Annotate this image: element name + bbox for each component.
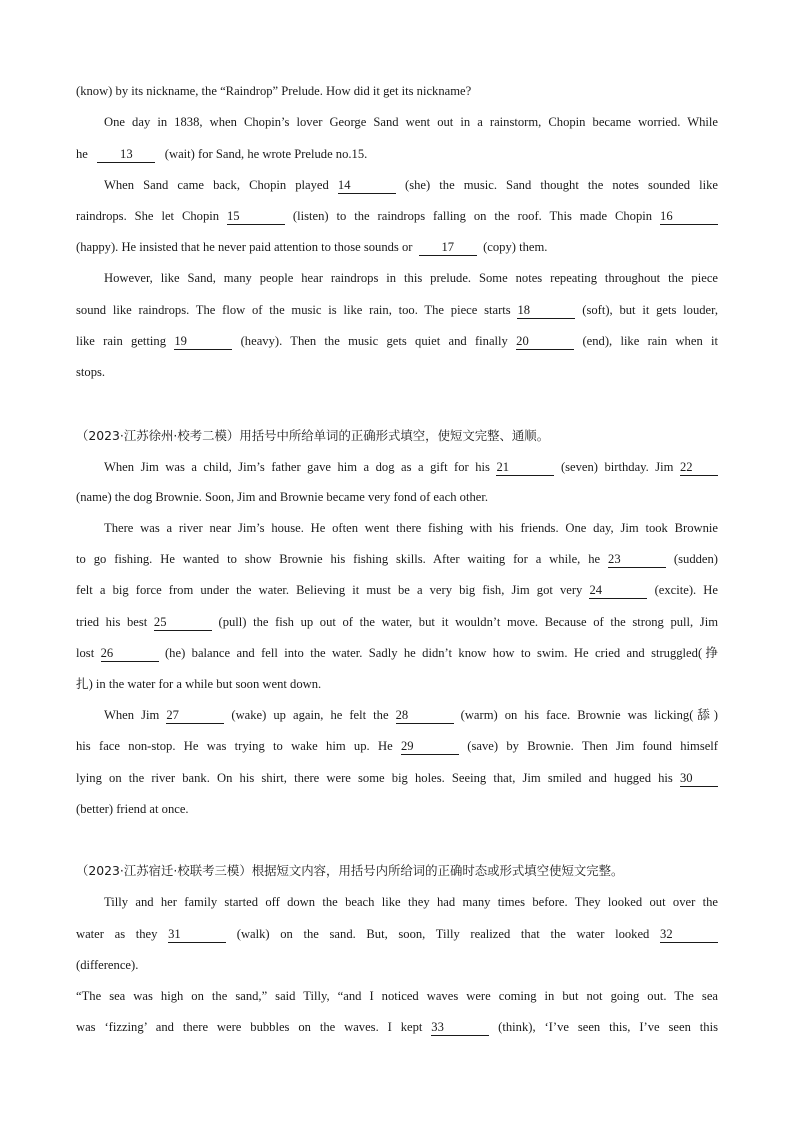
answer-blank[interactable]: 15 [227, 209, 285, 225]
text: (she) the music. Sand thought the notes sounded like [405, 178, 718, 192]
text: to go fishing. He wanted to show Brownie his fishing skills. After waiting for a while, he [76, 552, 601, 566]
passage-line [104, 175, 718, 195]
passage-line [76, 768, 718, 788]
text: (he) balance and fell into the water. Sadly he didn’t know how to swim. He cried and struggled(挣 [164, 646, 718, 660]
answer-blank[interactable]: 19 [174, 334, 232, 350]
passage-line [76, 955, 718, 975]
text: When Jim [104, 708, 160, 722]
passage-line [76, 674, 718, 694]
answer-blank[interactable]: 25 [154, 615, 212, 631]
passage-line [76, 487, 718, 507]
passage-line [76, 986, 718, 1006]
answer-blank[interactable]: 16 [660, 209, 718, 225]
answer-blank[interactable]: 31 [168, 927, 226, 943]
answer-blank[interactable]: 23 [608, 552, 666, 568]
text: When Jim was a child, Jim’s father gave him a dog as a gift for his [104, 460, 490, 474]
passage-line [76, 144, 718, 164]
text: (name) the dog Brownie. Soon, Jim and Brownie became very fond of each other. [76, 490, 488, 504]
answer-blank[interactable]: 20 [516, 334, 574, 350]
passage-line [104, 892, 718, 912]
text: (seven) birthday. Jim [560, 460, 674, 474]
text: (better) friend at once. [76, 802, 189, 816]
text: (walk) on the sand. But, soon, Tilly realized that the water looked [236, 927, 650, 941]
text: However, like Sand, many people hear raindrops in this prelude. Some notes repeating throughout the piece [104, 271, 718, 285]
text: (save) by Brownie. Then Jim found himself [467, 739, 718, 753]
text: (pull) the fish up out of the water, but it wouldn’t move. Because of the strong pull, Jim [218, 615, 718, 629]
answer-blank[interactable]: 27 [166, 708, 224, 724]
passage-line [76, 362, 718, 382]
text: sound like raindrops. The flow of the music is like rain, too. The piece starts [76, 303, 511, 317]
answer-blank[interactable]: 17 [419, 240, 477, 256]
text: (difference). [76, 958, 139, 972]
text: (happy). He insisted that he never paid attention to those sounds or [76, 240, 413, 254]
passage-line [76, 549, 718, 569]
passage-line [76, 612, 718, 632]
text: lost [76, 646, 95, 660]
text: (end), like rain when it [582, 334, 719, 348]
text: (know) by its nickname, the “Raindrop” Prelude. How did it get its nickname? [76, 84, 472, 98]
passage-line [76, 924, 718, 944]
question-heading: （2023·江苏宿迁·校联考三模）根据短文内容，用括号内所给词的正确时态或形式填空使短文完整。 [76, 863, 624, 878]
text: One day in 1838, when Chopin’s lover George Sand went out in a rainstorm, Chopin became worried. While [104, 115, 718, 129]
passage-line [76, 643, 718, 663]
text: stops. [76, 365, 106, 379]
answer-blank[interactable]: 22 [680, 460, 718, 476]
answer-blank[interactable]: 28 [396, 708, 454, 724]
text: When Sand came back, Chopin played [104, 178, 329, 192]
text: (wait) for Sand, he wrote Prelude no.15. [164, 147, 368, 161]
text: water as they [76, 927, 158, 941]
text: (listen) to the raindrops falling on the roof. This made Chopin [292, 209, 653, 223]
answer-blank[interactable]: 13 [97, 147, 155, 163]
answer-blank[interactable]: 32 [660, 927, 718, 943]
passage-line [104, 457, 718, 477]
text: (wake) up again, he felt the [231, 708, 389, 722]
passage-line [104, 705, 718, 725]
answer-blank[interactable]: 21 [496, 460, 554, 476]
text: (copy) them. [483, 240, 548, 254]
passage-line [76, 799, 718, 819]
answer-blank[interactable]: 30 [680, 771, 718, 787]
text: his face non-stop. He was trying to wake him up. He [76, 739, 393, 753]
answer-blank[interactable]: 29 [401, 739, 459, 755]
answer-blank[interactable]: 24 [589, 583, 647, 599]
passage-line [76, 736, 718, 756]
text: “The sea was high on the sand,” said Tilly, “and I noticed waves were coming in but not going out. The sea [76, 989, 718, 1003]
text: was ‘fizzing’ and there were bubbles on the waves. I kept [76, 1020, 423, 1034]
answer-blank[interactable]: 18 [517, 303, 575, 319]
passage-line [76, 331, 718, 351]
passage-line [76, 206, 718, 226]
passage-line [76, 300, 718, 320]
passage-line [76, 237, 718, 257]
passage-line [76, 580, 718, 600]
text: (excite). He [654, 583, 718, 597]
passage-line [76, 81, 718, 101]
passage-line [76, 1017, 718, 1037]
passage-line [104, 112, 718, 132]
text: (sudden) [673, 552, 718, 566]
text: 扎) in the water for a while but soon went down. [76, 677, 322, 691]
question-heading: （2023·江苏徐州·校考二模）用括号中所给单词的正确形式填空，使短文完整、通顺。 [76, 428, 550, 443]
text: (think), ‘I’ve seen this, I’ve seen this [498, 1020, 718, 1034]
answer-blank[interactable]: 14 [338, 178, 396, 194]
text: (warm) on his face. Brownie was licking(舔) [460, 708, 718, 722]
passage-line [104, 518, 718, 538]
text: felt a big force from under the water. Believing it must be a very big fish, Jim got very [76, 583, 583, 597]
answer-blank[interactable]: 26 [101, 646, 159, 662]
text: raindrops. She let Chopin [76, 209, 220, 223]
passage-line [104, 268, 718, 288]
text: There was a river near Jim’s house. He often went there fishing with his friends. One day, Jim took Brownie [104, 521, 718, 535]
text: tried his best [76, 615, 148, 629]
text: (soft), but it gets louder, [582, 303, 718, 317]
text: like rain getting [76, 334, 167, 348]
text: lying on the river bank. On his shirt, there were some big holes. Seeing that, Jim smiled and hugged his [76, 771, 673, 785]
text: (heavy). Then the music gets quiet and finally [240, 334, 508, 348]
text: he [76, 147, 88, 161]
answer-blank[interactable]: 33 [431, 1020, 489, 1036]
text: Tilly and her family started off down the beach like they had many times before. They looked out over the [104, 895, 718, 909]
